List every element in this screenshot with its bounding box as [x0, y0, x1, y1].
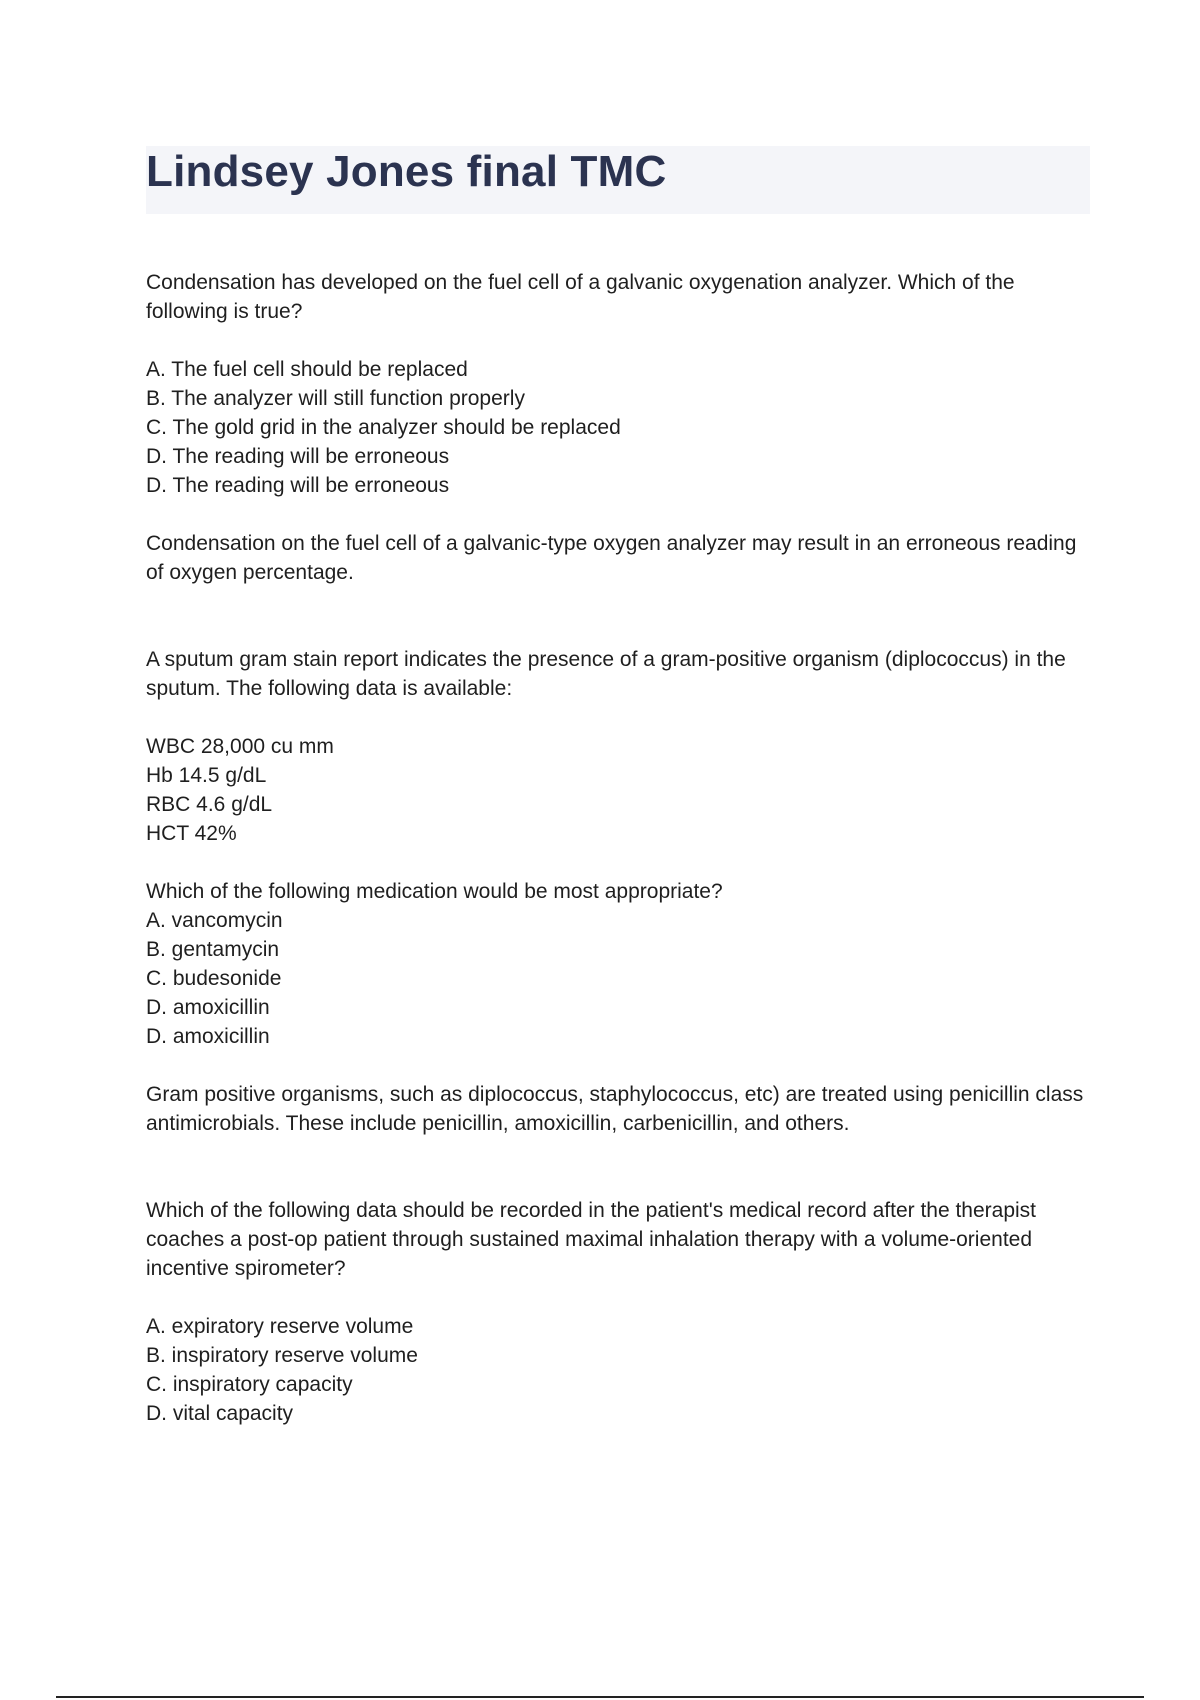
answer-option: A. expiratory reserve volume [146, 1315, 414, 1338]
question-text: Condensation has developed on the fuel cell of a galvanic oxygenation analyzer. Which of the following is true? [146, 271, 1015, 323]
lab-data-list [146, 732, 1090, 848]
question-block-2 [146, 645, 1090, 1138]
answer-option: D. vital capacity [146, 1402, 294, 1425]
answer-option: A. The fuel cell should be replaced [146, 358, 468, 381]
page-bottom-rule [56, 1696, 1144, 1698]
question-text: Which of the following data should be recorded in the patient's medical record after the therapist coaches a post-op patient through sustained maximal inhalation therapy with a volume-oriented incentive spirometer? [146, 1199, 1037, 1280]
answer-option: D. The reading will be erroneous [146, 445, 450, 468]
question-text: Which of the following medication would be most appropriate? [146, 880, 723, 903]
lab-data-item: WBC 28,000 cu mm [146, 735, 334, 758]
answer-options [146, 1312, 1090, 1428]
lab-data-item: HCT 42% [146, 822, 237, 845]
answer-option: C. budesonide [146, 967, 282, 990]
question-intro: A sputum gram stain report indicates the presence of a gram-positive organism (diplococcus) in the sputum. The following data is available: [146, 648, 1066, 700]
answer-explanation: Gram positive organisms, such as diplococcus, staphylococcus, etc) are treated using penicillin class antimicrobials. These include penicillin, amoxicillin, carbenicillin, and others. [146, 1083, 1084, 1135]
document-title: Lindsey Jones final TMC [146, 147, 667, 196]
correct-answer: D. The reading will be erroneous [146, 474, 450, 497]
answer-option: C. The gold grid in the analyzer should be replaced [146, 416, 621, 439]
answer-option: B. gentamycin [146, 938, 280, 961]
answer-options [146, 906, 1090, 1051]
document-body [146, 268, 1090, 1428]
correct-answer: D. amoxicillin [146, 1025, 270, 1048]
answer-option: B. The analyzer will still function properly [146, 387, 525, 410]
answer-option: A. vancomycin [146, 909, 283, 932]
lab-data-item: Hb 14.5 g/dL [146, 764, 267, 787]
answer-explanation: Condensation on the fuel cell of a galvanic-type oxygen analyzer may result in an erroneous reading of oxygen percentage. [146, 532, 1077, 584]
answer-option: B. inspiratory reserve volume [146, 1344, 418, 1367]
question-block-3 [146, 1196, 1090, 1428]
question-block-1 [146, 268, 1090, 587]
answer-option: C. inspiratory capacity [146, 1373, 353, 1396]
answer-option: D. amoxicillin [146, 996, 270, 1019]
answer-options [146, 355, 1090, 500]
lab-data-item: RBC 4.6 g/dL [146, 793, 273, 816]
